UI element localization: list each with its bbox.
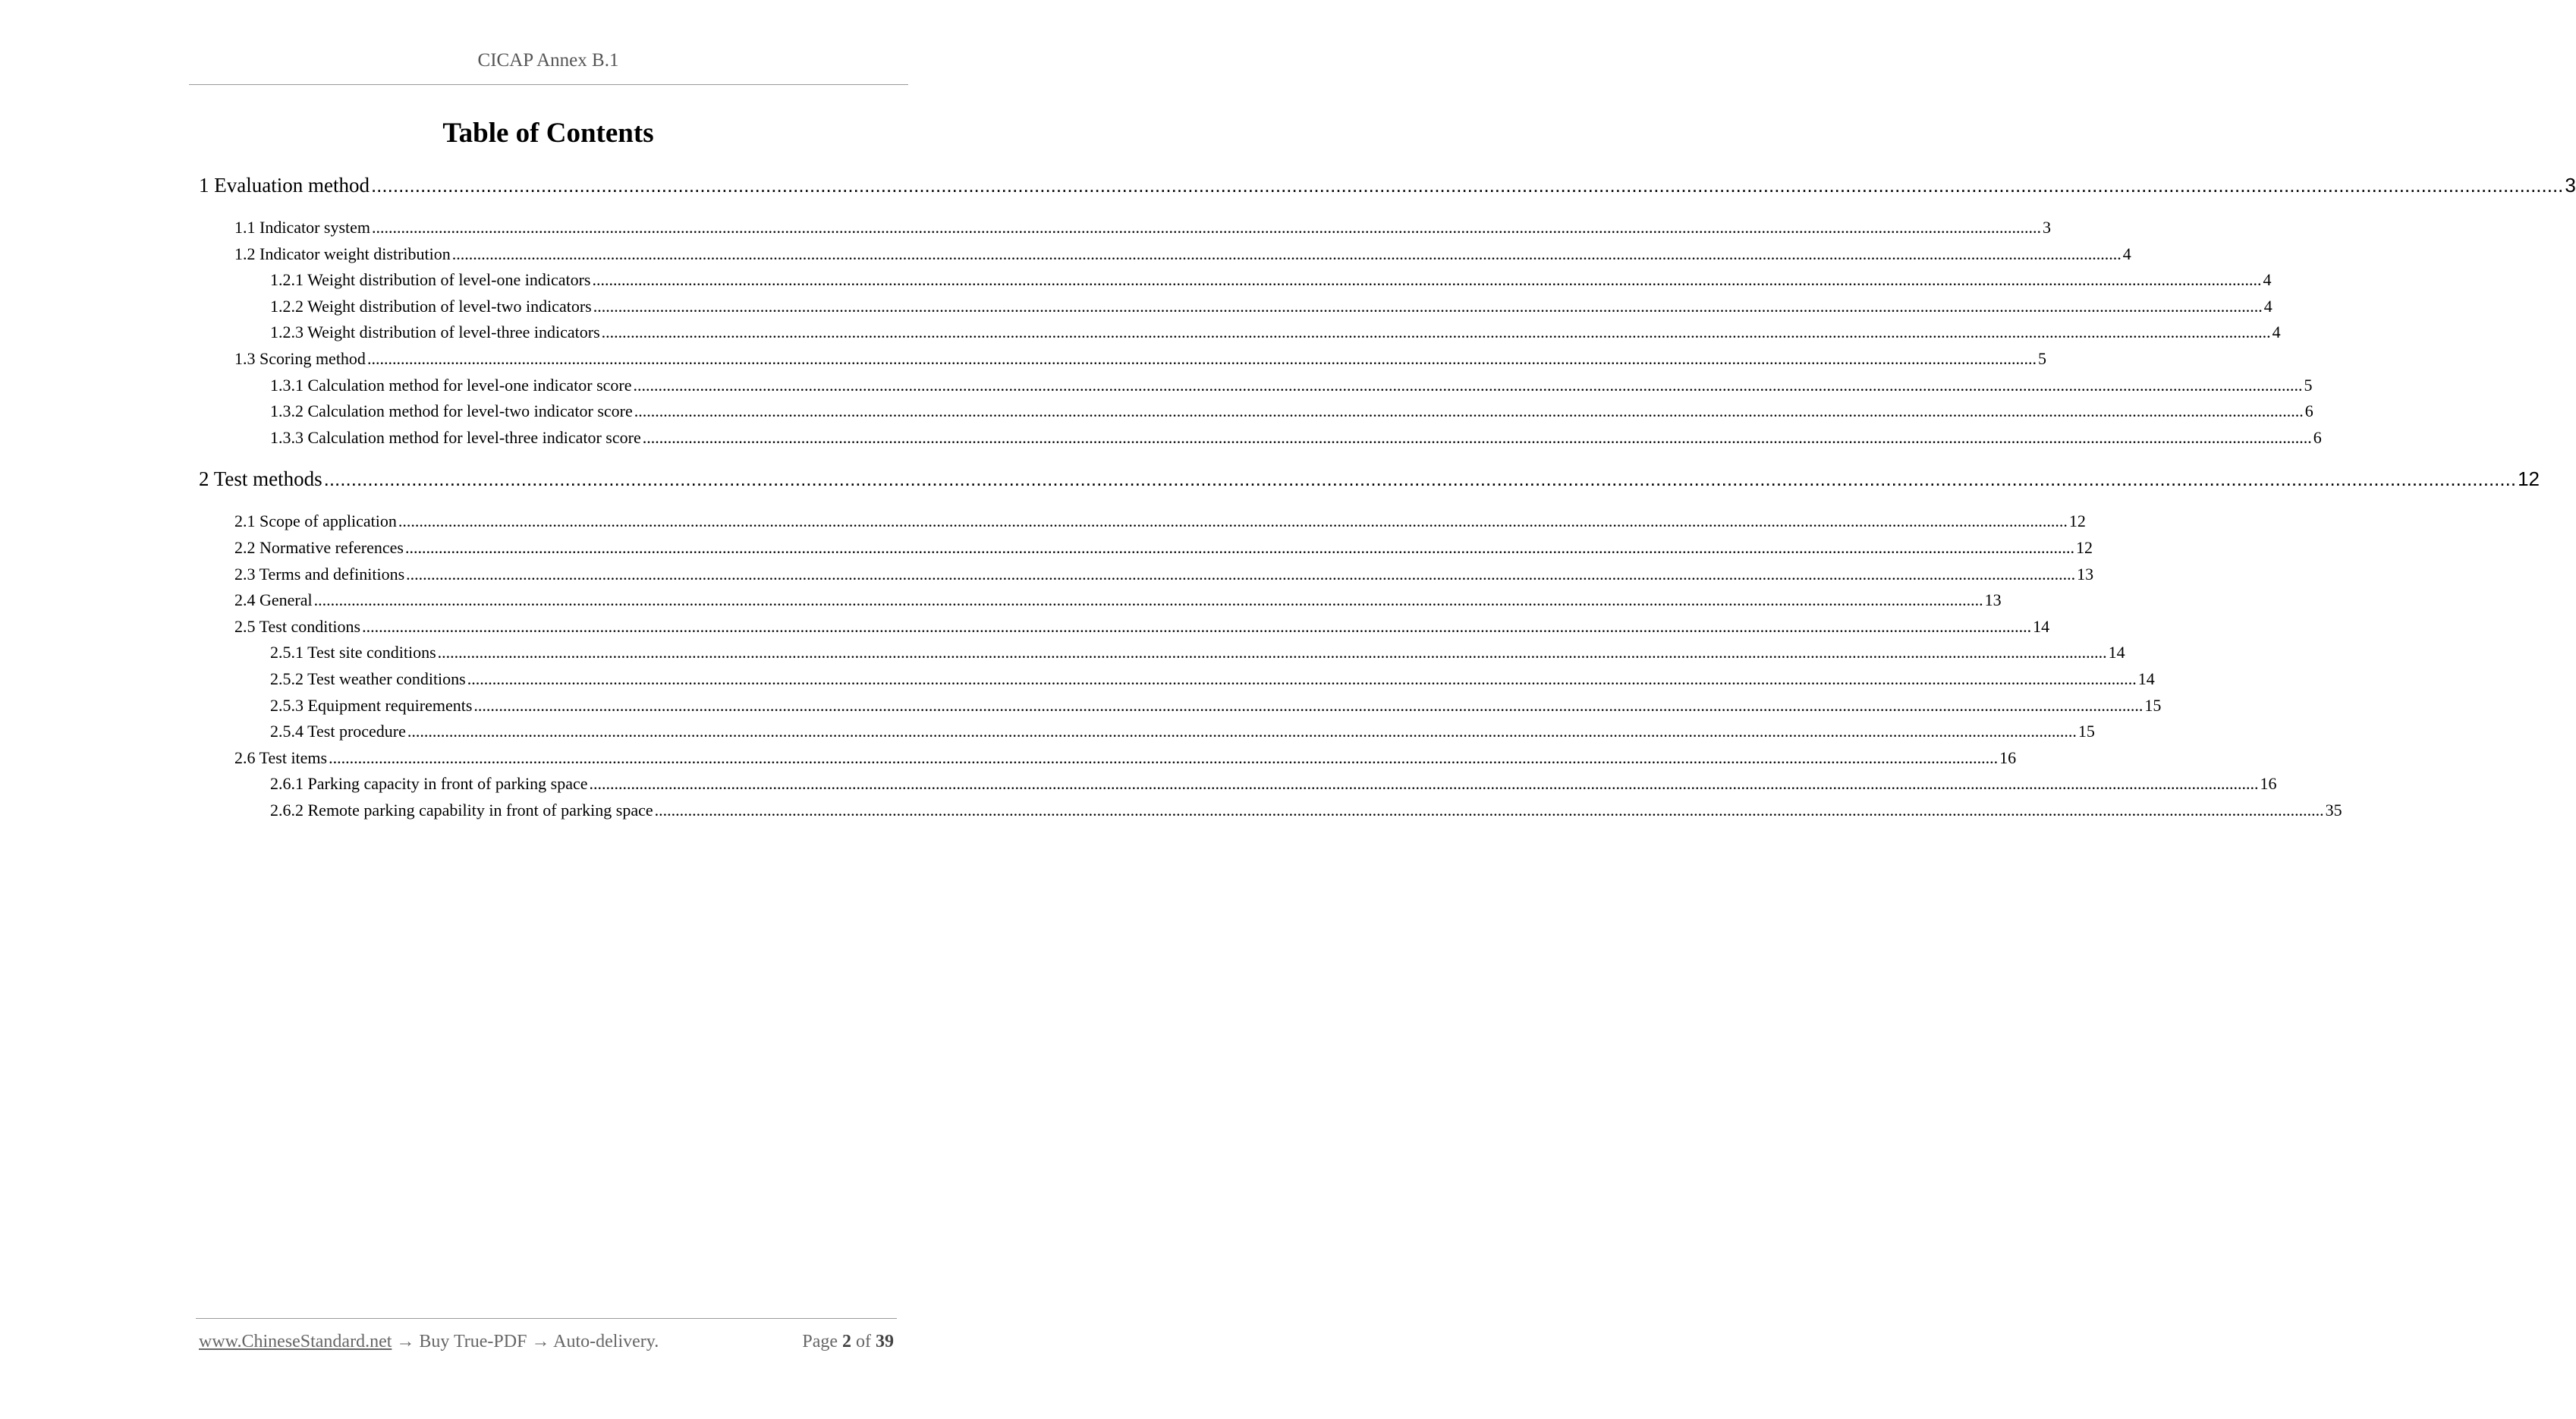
toc-entry[interactable] bbox=[199, 467, 2540, 491]
toc-entry-label: 2.5.3 Equipment requirements bbox=[270, 695, 473, 715]
toc-entry[interactable] bbox=[234, 349, 2046, 369]
toc-entry-page: 6 bbox=[2313, 427, 2322, 447]
toc-leader-dots: ................................................................................................................................................................................................................................................................................................................................................................................................................ bbox=[642, 427, 2312, 447]
toc-entry[interactable] bbox=[199, 174, 2576, 197]
toc-entry-page: 13 bbox=[2077, 564, 2094, 584]
toc-entry[interactable] bbox=[270, 801, 2342, 820]
toc-entry[interactable] bbox=[270, 669, 2155, 689]
toc-leader-dots: ................................................................................................................................................................................................................................................................................................................................................................................................................ bbox=[451, 244, 2122, 263]
toc-entry-label: 2.6.2 Remote parking capability in front of parking space bbox=[270, 801, 653, 820]
toc-entry-page: 12 bbox=[2518, 467, 2540, 491]
page-of-word: of bbox=[856, 1332, 871, 1351]
toc-entry[interactable] bbox=[234, 538, 2093, 558]
toc-entry-label: 1 Evaluation method bbox=[199, 174, 370, 197]
toc-entry[interactable] bbox=[270, 401, 2313, 421]
toc-leader-dots: ................................................................................................................................................................................................................................................................................................................................................................................................................ bbox=[589, 774, 2259, 794]
total-pages: 39 bbox=[876, 1332, 894, 1351]
toc-entry-label: 2 Test methods bbox=[199, 467, 322, 491]
toc-entry-page: 14 bbox=[2033, 616, 2050, 636]
toc-entry-page: 6 bbox=[2304, 401, 2313, 421]
arrow-right-icon: → bbox=[531, 1332, 550, 1351]
toc-entry[interactable] bbox=[270, 427, 2322, 448]
toc-entry-page: 14 bbox=[2137, 669, 2155, 688]
toc-leader-dots: ................................................................................................................................................................................................................................................................................................................................................................................................................ bbox=[370, 174, 2564, 197]
toc-entry-page: 35 bbox=[2325, 801, 2342, 820]
toc-entry-page: 5 bbox=[2304, 375, 2313, 395]
toc-entry-label: 1.2 Indicator weight distribution bbox=[234, 244, 451, 263]
toc-entry-label: 2.5.4 Test procedure bbox=[270, 722, 406, 741]
toc-entry-page: 4 bbox=[2263, 270, 2272, 290]
toc-entry-page: 4 bbox=[2263, 296, 2272, 316]
toc-entry-page: 12 bbox=[2068, 511, 2086, 531]
page-number bbox=[802, 1332, 894, 1352]
toc-entry[interactable] bbox=[234, 218, 2052, 238]
toc-entry-page: 12 bbox=[2075, 538, 2093, 557]
toc-entry-label: 2.3 Terms and definitions bbox=[234, 564, 405, 584]
toc-entry-page: 16 bbox=[1999, 747, 2017, 767]
toc-entry[interactable] bbox=[234, 244, 2131, 264]
toc-entry-label: 2.2 Normative references bbox=[234, 538, 404, 557]
toc-entry-label: 1.2.3 Weight distribution of level-three indicators bbox=[270, 322, 600, 342]
toc-entry[interactable] bbox=[270, 695, 2162, 716]
toc-leader-dots: ................................................................................................................................................................................................................................................................................................................................................................................................................ bbox=[372, 218, 2042, 237]
footer-divider bbox=[196, 1318, 897, 1319]
toc-entry-label: 1.3.2 Calculation method for level-two indicator score bbox=[270, 401, 633, 421]
toc-leader-dots: ................................................................................................................................................................................................................................................................................................................................................................................................................ bbox=[633, 375, 2303, 395]
toc-entry-label: 1.2.1 Weight distribution of level-one indicators bbox=[270, 270, 591, 290]
toc-entry-page: 14 bbox=[2108, 643, 2125, 662]
toc-entry[interactable] bbox=[270, 296, 2272, 316]
arrow-right-icon: → bbox=[396, 1332, 415, 1351]
toc-entry-label: 1.1 Indicator system bbox=[234, 218, 371, 237]
toc-entry-page: 15 bbox=[2144, 695, 2162, 715]
page-header-title: CICAP Annex B.1 bbox=[477, 50, 619, 71]
toc-entry-label: 2.6 Test items bbox=[234, 747, 328, 767]
toc-entry-page: 3 bbox=[2565, 174, 2576, 197]
toc-leader-dots: ................................................................................................................................................................................................................................................................................................................................................................................................................ bbox=[473, 695, 2144, 715]
page-word: Page bbox=[802, 1332, 838, 1351]
toc-entry-label: 2.5.1 Test site conditions bbox=[270, 643, 436, 662]
toc-entry-label: 2.5 Test conditions bbox=[234, 616, 361, 636]
toc-entry-label: 2.6.1 Parking capacity in front of parking space bbox=[270, 774, 588, 794]
toc-entry-label: 1.2.2 Weight distribution of level-two indicators bbox=[270, 296, 592, 316]
toc-entry[interactable] bbox=[270, 774, 2277, 794]
header-divider bbox=[189, 84, 908, 85]
toc-entry-label: 1.3.1 Calculation method for level-one indicator score bbox=[270, 375, 632, 395]
toc-entry[interactable] bbox=[234, 590, 2002, 610]
toc-leader-dots: ................................................................................................................................................................................................................................................................................................................................................................................................................ bbox=[404, 538, 2074, 557]
toc-entry-page: 13 bbox=[1984, 590, 2002, 610]
toc-entry-label: 1.3 Scoring method bbox=[234, 349, 366, 368]
toc-leader-dots: ................................................................................................................................................................................................................................................................................................................................................................................................................ bbox=[467, 669, 2137, 688]
toc-entry-page: 15 bbox=[2077, 722, 2095, 741]
delivery-text: Auto-delivery. bbox=[553, 1332, 659, 1351]
toc-leader-dots: ................................................................................................................................................................................................................................................................................................................................................................................................................ bbox=[362, 616, 2032, 636]
toc-leader-dots: ................................................................................................................................................................................................................................................................................................................................................................................................................ bbox=[398, 511, 2068, 531]
site-link[interactable]: www.ChineseStandard.net bbox=[199, 1332, 392, 1351]
toc-entry[interactable] bbox=[234, 616, 2050, 637]
toc-entry[interactable] bbox=[270, 643, 2125, 662]
toc-entry[interactable] bbox=[270, 375, 2313, 395]
toc-entry-page: 3 bbox=[2043, 218, 2052, 237]
toc-leader-dots: ................................................................................................................................................................................................................................................................................................................................................................................................................ bbox=[323, 467, 2517, 491]
toc-entry-label: 2.1 Scope of application bbox=[234, 511, 397, 531]
toc-entry[interactable] bbox=[234, 564, 2094, 584]
toc-entry-label: 2.5.2 Test weather conditions bbox=[270, 669, 466, 688]
toc-leader-dots: ................................................................................................................................................................................................................................................................................................................................................................................................................ bbox=[592, 270, 2262, 290]
toc-entry[interactable] bbox=[234, 747, 2017, 768]
toc-entry[interactable] bbox=[270, 322, 2281, 342]
toc-leader-dots: ................................................................................................................................................................................................................................................................................................................................................................................................................ bbox=[313, 590, 1983, 610]
toc-leader-dots: ................................................................................................................................................................................................................................................................................................................................................................................................................ bbox=[634, 401, 2304, 421]
toc-title: Table of Contents bbox=[442, 118, 654, 149]
toc-entry-page: 4 bbox=[2272, 322, 2281, 342]
toc-leader-dots: ................................................................................................................................................................................................................................................................................................................................................................................................................ bbox=[437, 643, 2107, 662]
footer-promo bbox=[199, 1332, 659, 1352]
toc-leader-dots: ................................................................................................................................................................................................................................................................................................................................................................................................................ bbox=[593, 296, 2263, 316]
toc-leader-dots: ................................................................................................................................................................................................................................................................................................................................................................................................................ bbox=[406, 564, 2076, 584]
toc-leader-dots: ................................................................................................................................................................................................................................................................................................................................................................................................................ bbox=[601, 322, 2271, 342]
toc-entry-page: 5 bbox=[2037, 349, 2046, 368]
toc-entry[interactable] bbox=[270, 722, 2095, 741]
toc-entry-label: 2.4 General bbox=[234, 590, 313, 610]
toc-leader-dots: ................................................................................................................................................................................................................................................................................................................................................................................................................ bbox=[329, 747, 1999, 767]
toc-leader-dots: ................................................................................................................................................................................................................................................................................................................................................................................................................ bbox=[654, 801, 2324, 820]
toc-entry-page: 4 bbox=[2122, 244, 2131, 263]
buy-text: Buy True-PDF bbox=[419, 1332, 527, 1351]
toc-entry[interactable] bbox=[234, 511, 2086, 531]
toc-entry-page: 16 bbox=[2260, 774, 2277, 794]
current-page: 2 bbox=[842, 1332, 851, 1351]
toc-leader-dots: ................................................................................................................................................................................................................................................................................................................................................................................................................ bbox=[407, 722, 2077, 741]
toc-leader-dots: ................................................................................................................................................................................................................................................................................................................................................................................................................ bbox=[366, 349, 2037, 368]
toc-entry-label: 1.3.3 Calculation method for level-three indicator score bbox=[270, 427, 641, 447]
toc-entry[interactable] bbox=[270, 270, 2272, 290]
